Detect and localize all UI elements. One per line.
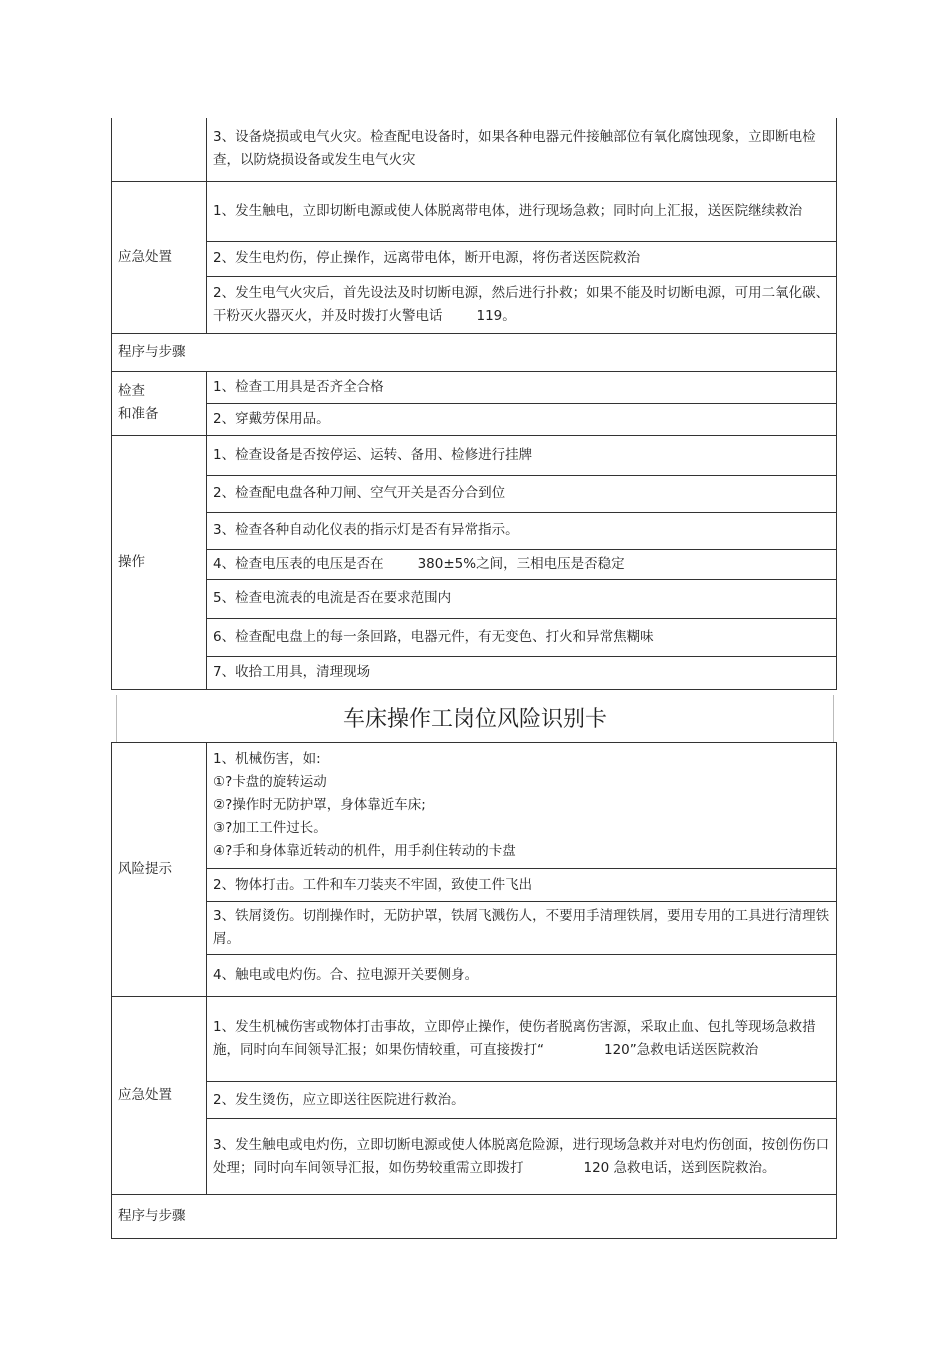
lathe-emergency-item-2: 2、发生烫伤，应立即送往医院进行救治。: [207, 1082, 837, 1119]
check-item-2: 2、穿戴劳保用品。: [207, 403, 837, 435]
operation-label: 操作: [112, 435, 207, 689]
emergency-item-2: 2、发生电灼伤，停止操作，远离带电体，断开电源，将伤者送医院救治: [207, 241, 837, 276]
operation-item-1: 1、检查设备是否按停运、运转、备用、检修进行挂牌: [207, 435, 837, 475]
operation-item-5: 5、检查电流表的电流是否在要求范围内: [207, 579, 837, 618]
emergency-label-2: 应急处置: [112, 997, 207, 1195]
risk-item-4: 4、触电或电灼伤。合、拉电源开关要侧身。: [207, 955, 837, 997]
fire-phone-number: 119。: [476, 307, 516, 324]
operation-item-6: 6、检查配电盘上的每一条回路，电器元件，有无变色、打火和异常焦糊味: [207, 618, 837, 656]
check-label: 检查 和准备: [112, 371, 207, 435]
card-title: 车床操作工岗位风险识别卡: [116, 695, 834, 743]
blank-label-cell: [112, 118, 207, 181]
operation-item-7: 7、收拾工用具，清理现场: [207, 656, 837, 689]
procedure-label-2: 程序与步骤: [112, 1195, 837, 1239]
fire-risk-cell: 3、设备烧损或电气火灾。检查配电设备时，如果各种电器元件接触部位有氧化腐蚀现象，立即断电检查，以防烧损设备或发生电气火灾: [207, 118, 837, 181]
emergency-label: 应急处置: [112, 181, 207, 333]
operation-item-3: 3、检查各种自动化仪表的指示灯是否有异常指示。: [207, 512, 837, 549]
procedure-label: 程序与步骤: [112, 333, 837, 371]
operation-item-2: 2、检查配电盘各种刀闸、空气开关是否分合到位: [207, 475, 837, 512]
electrical-risk-table: [111, 118, 837, 690]
check-item-1: 1、检查工用具是否齐全合格: [207, 371, 837, 403]
lathe-emergency-item-1: 1、发生机械伤害或物体打击事故，立即停止操作，使伤者脱离伤害源，采取止血、包扎等现场急救措施，同时向车间领导汇报；如果伤情较重，可直接拨打“ 120”急救电话送医院救治: [207, 997, 837, 1082]
risk-item-2: 2、物体打击。工件和车刀装夹不牢固，致使工件飞出: [207, 869, 837, 902]
emergency-item-1: 1、发生触电，立即切断电源或使人体脱离带电体，进行现场急救；同时向上汇报，送医院继续救治: [207, 181, 837, 241]
risk-item-1: 1、机械伤害，如: ①?卡盘的旋转运动 ②?操作时无防护罩，身体靠近车床; ③?加工工件过长。 ④?手和身体靠近转动的机件，用手刹住转动的卡盘: [207, 743, 837, 869]
emergency-item-3: 2、发生电气火灾后，首先设法及时切断电源，然后进行扑救；如果不能及时切断电源，可用二氧化碳、干粉灭火器灭火，并及时拨打火警电话 119。: [207, 276, 837, 333]
lathe-emergency-item-3: 3、发生触电或电灼伤，立即切断电源或使人体脱离危险源，进行现场急救并对电灼伤创面，按创伤伤口处理；同时向车间领导汇报，如伤势较重需立即拨打 120 急救电话，送到医院救治。: [207, 1119, 837, 1195]
risk-label: 风险提示: [112, 743, 207, 997]
lathe-risk-table: [111, 742, 837, 1239]
risk-item-3: 3、铁屑烫伤。切削操作时，无防护罩，铁屑飞溅伤人，不要用手清理铁屑，要用专用的工具进行清理铁屑。: [207, 902, 837, 955]
operation-item-4: 4、检查电压表的电压是否在 380±5%之间，三相电压是否稳定: [207, 549, 837, 579]
